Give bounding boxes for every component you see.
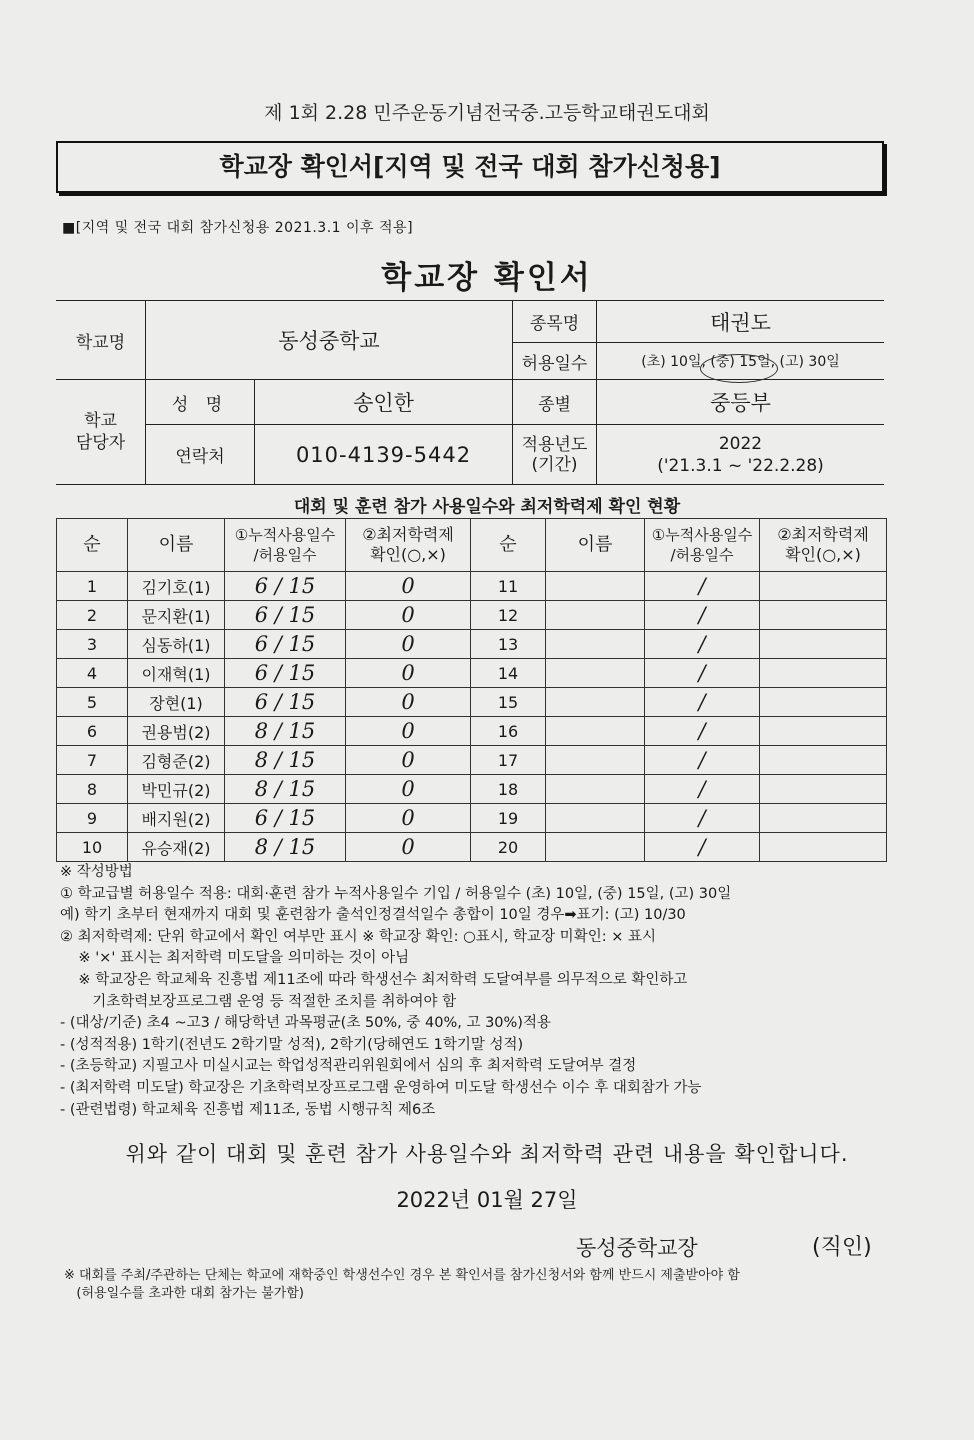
cell-usage: 6 / 15 bbox=[225, 572, 346, 601]
cell-no: 18 bbox=[471, 775, 546, 804]
cell-name: 심동하(1) bbox=[128, 630, 225, 659]
sport-value: 태권도 bbox=[710, 310, 771, 335]
cell-usage: 6 / 15 bbox=[225, 601, 346, 630]
cell-usage: 8 / 15 bbox=[225, 746, 346, 775]
staff-label: 학교 담당자 bbox=[75, 411, 126, 453]
name-value: 송인한 bbox=[353, 391, 414, 415]
cell-usage: 8 / 15 bbox=[225, 717, 346, 746]
col-header-name: 이름 bbox=[546, 519, 645, 572]
cell-name: 장현(1) bbox=[128, 688, 225, 717]
contact-value: 010-4139-5442 bbox=[295, 442, 472, 467]
cell-check bbox=[760, 775, 887, 804]
cell-usage: 6 / 15 bbox=[225, 688, 346, 717]
table-row bbox=[57, 630, 887, 659]
note-line: ※ 학교장은 학교체육 진흥법 제11조에 따라 학생선수 최저학력 도달여부를 의무적으로 확인하고 bbox=[60, 971, 688, 988]
cell-no: 1 bbox=[57, 572, 128, 601]
cell-name bbox=[546, 601, 645, 630]
table-row bbox=[57, 659, 887, 688]
cell-check: 0 bbox=[346, 717, 471, 746]
col-header-no: 순 bbox=[57, 519, 128, 572]
school-name-value: 동성중학교 bbox=[278, 329, 380, 353]
note-line: 예) 학기 초부터 현재까지 대회 및 훈련참가 출석인정결석일수 총합이 10일 경우➡표기: (고) 10/30 bbox=[60, 907, 686, 924]
table-row bbox=[57, 717, 887, 746]
category-label: 종별 bbox=[538, 394, 571, 415]
col-header-no: 순 bbox=[471, 519, 546, 572]
cell-usage: / bbox=[645, 659, 760, 688]
cell-check: 0 bbox=[346, 688, 471, 717]
cell-no: 6 bbox=[57, 717, 128, 746]
table-header-row bbox=[57, 519, 887, 572]
cell-name bbox=[546, 630, 645, 659]
cell-check bbox=[760, 659, 887, 688]
col-header-name: 이름 bbox=[128, 519, 225, 572]
cell-check bbox=[760, 572, 887, 601]
note-line: - (대상/기준) 초4 ~고3 / 해당학년 과목평균(초 50%, 중 40%, 고 30%)적용 bbox=[60, 1015, 551, 1032]
name-label: 성 명 bbox=[171, 394, 229, 415]
cell-usage: / bbox=[645, 717, 760, 746]
allowed-days-value: (초) 10일, (중) 15일, (고) 30일 bbox=[641, 354, 840, 370]
cell-name bbox=[546, 775, 645, 804]
principal-name: 동성중학교장 bbox=[576, 1236, 698, 1260]
cell-name bbox=[546, 833, 645, 862]
category-value: 중등부 bbox=[710, 391, 771, 415]
cell-check bbox=[760, 688, 887, 717]
cell-check: 0 bbox=[346, 833, 471, 862]
cell-check: 0 bbox=[346, 630, 471, 659]
table-row bbox=[57, 804, 887, 833]
note-line: 기초학력보장프로그램 운영 등 적절한 조치를 취하여야 함 bbox=[60, 993, 457, 1010]
cell-usage: 6 / 15 bbox=[225, 804, 346, 833]
cell-no: 14 bbox=[471, 659, 546, 688]
cell-no: 8 bbox=[57, 775, 128, 804]
cell-no: 16 bbox=[471, 717, 546, 746]
period-year: 2022 bbox=[718, 433, 763, 454]
event-title: 제 1회 2.28 민주운동기념전국중.고등학교태권도대회 bbox=[264, 102, 710, 124]
cell-check bbox=[760, 630, 887, 659]
contact-label: 연락처 bbox=[175, 447, 225, 467]
cell-no: 12 bbox=[471, 601, 546, 630]
form-title: 학교장 확인서 bbox=[381, 260, 593, 296]
cell-name: 김기호(1) bbox=[128, 572, 225, 601]
cell-usage: / bbox=[645, 572, 760, 601]
usage-table bbox=[56, 518, 887, 862]
cell-name: 박민규(2) bbox=[128, 775, 225, 804]
usage-table-title: 대회 및 훈련 참가 사용일수와 최저학력제 확인 현황 bbox=[293, 497, 681, 517]
cell-check: 0 bbox=[346, 601, 471, 630]
col-header-academic: ②최저학력제 확인(○,×) bbox=[346, 519, 471, 572]
cell-check bbox=[760, 601, 887, 630]
period-range: ('21.3.1 ~ '22.2.28) bbox=[657, 455, 824, 476]
official-seal: (직인) bbox=[812, 1235, 872, 1260]
cell-no: 2 bbox=[57, 601, 128, 630]
cell-no: 15 bbox=[471, 688, 546, 717]
confirmation-statement: 위와 같이 대회 및 훈련 참가 사용일수와 최저학력 관련 내용을 확인합니다. bbox=[125, 1142, 849, 1166]
circle-mark-icon bbox=[700, 354, 778, 383]
cell-check bbox=[760, 833, 887, 862]
cell-name: 배지원(2) bbox=[128, 804, 225, 833]
cell-no: 13 bbox=[471, 630, 546, 659]
cell-no: 4 bbox=[57, 659, 128, 688]
grid-line bbox=[56, 484, 884, 485]
usage-table-body bbox=[57, 572, 887, 862]
cell-name: 유승재(2) bbox=[128, 833, 225, 862]
cell-check: 0 bbox=[346, 775, 471, 804]
cell-name: 문지환(1) bbox=[128, 601, 225, 630]
cell-usage: / bbox=[645, 833, 760, 862]
document-title-box: 학교장 확인서[지역 및 전국 대회 참가신청용] bbox=[56, 141, 884, 193]
cell-name bbox=[546, 717, 645, 746]
cell-check: 0 bbox=[346, 746, 471, 775]
cell-usage: 6 / 15 bbox=[225, 659, 346, 688]
cell-no: 17 bbox=[471, 746, 546, 775]
cell-usage: / bbox=[645, 746, 760, 775]
cell-check bbox=[760, 746, 887, 775]
note-line: - (성적적용) 1학기(전년도 2학기말 성적), 2학기(당해연도 1학기말 성적) bbox=[60, 1036, 524, 1053]
cell-usage: / bbox=[645, 775, 760, 804]
cell-check bbox=[760, 804, 887, 833]
cell-no: 7 bbox=[57, 746, 128, 775]
cell-check: 0 bbox=[346, 572, 471, 601]
col-header-usage: ①누적사용일수 /허용일수 bbox=[645, 519, 760, 572]
document-date: 2022년 01월 27일 bbox=[396, 1188, 578, 1212]
table-row bbox=[57, 688, 887, 717]
sport-label: 종목명 bbox=[529, 314, 580, 334]
footnote bbox=[64, 1267, 740, 1303]
note-line: ① 학교급별 허용일수 적용: 대회·훈련 참가 누적사용일수 기입 / 허용일수 (초) 10일, (중) 15일, (고) 30일 bbox=[60, 885, 732, 902]
cell-no: 10 bbox=[57, 833, 128, 862]
cell-name bbox=[546, 688, 645, 717]
cell-name: 권용범(2) bbox=[128, 717, 225, 746]
cell-usage: 6 / 15 bbox=[225, 630, 346, 659]
cell-no: 11 bbox=[471, 572, 546, 601]
cell-name bbox=[546, 804, 645, 833]
cell-name: 이재혁(1) bbox=[128, 659, 225, 688]
cell-usage: 8 / 15 bbox=[225, 775, 346, 804]
note-line: - (최저학력 미도달) 학교장은 기초학력보장프로그램 운영하여 미도달 학생선수 이수 후 대회참가 가능 bbox=[60, 1079, 702, 1096]
note-line: ※ 작성방법 bbox=[60, 864, 133, 880]
cell-check: 0 bbox=[346, 804, 471, 833]
cell-name bbox=[546, 572, 645, 601]
cell-no: 20 bbox=[471, 833, 546, 862]
cell-check: 0 bbox=[346, 659, 471, 688]
cell-usage: / bbox=[645, 601, 760, 630]
cell-no: 5 bbox=[57, 688, 128, 717]
cell-no: 3 bbox=[57, 630, 128, 659]
note-line: ※ '×' 표시는 최저학력 미도달을 의미하는 것이 아님 bbox=[60, 950, 410, 967]
cell-usage: / bbox=[645, 688, 760, 717]
applicability-note: ■[지역 및 전국 대회 참가신청용 2021.3.1 이후 적용] bbox=[62, 220, 414, 236]
writing-instructions bbox=[60, 862, 731, 1121]
cell-usage: / bbox=[645, 630, 760, 659]
cell-usage: 8 / 15 bbox=[225, 833, 346, 862]
note-line: ② 최저학력제: 단위 학교에서 확인 여부만 표시 ※ 학교장 확인: ○표시, 학교장 미확인: × 표시 bbox=[60, 928, 656, 945]
table-row bbox=[57, 601, 887, 630]
footnote-line: (허용일수를 초과한 대회 참가는 불가함) bbox=[64, 1286, 304, 1301]
cell-name bbox=[546, 746, 645, 775]
cell-no: 19 bbox=[471, 804, 546, 833]
school-name-label: 학교명 bbox=[75, 332, 126, 353]
period-value bbox=[597, 425, 884, 484]
cell-usage: / bbox=[645, 804, 760, 833]
footnote-line: ※ 대회를 주최/주관하는 단체는 학교에 재학중인 학생선수인 경우 본 확인서를 참가신청서와 함께 반드시 제출받아야 함 bbox=[64, 1268, 740, 1283]
note-line: - (초등학교) 지필고사 미실시교는 학업성적관리위원회에서 심의 후 최저학력 도달여부 결정 bbox=[60, 1058, 637, 1075]
cell-name: 김형준(2) bbox=[128, 746, 225, 775]
cell-name bbox=[546, 659, 645, 688]
col-header-usage: ①누적사용일수 /허용일수 bbox=[225, 519, 346, 572]
period-label: 적용년도 (기간) bbox=[521, 434, 588, 475]
table-row bbox=[57, 775, 887, 804]
note-line: - (관련법령) 학교체육 진흥법 제11조, 동법 시행규칙 제6조 bbox=[60, 1101, 436, 1118]
cell-check bbox=[760, 717, 887, 746]
cell-no: 9 bbox=[57, 804, 128, 833]
allowed-days-label: 허용일수 bbox=[521, 353, 588, 374]
table-row bbox=[57, 572, 887, 601]
col-header-academic: ②최저학력제 확인(○,×) bbox=[760, 519, 887, 572]
table-row bbox=[57, 833, 887, 862]
table-row bbox=[57, 746, 887, 775]
